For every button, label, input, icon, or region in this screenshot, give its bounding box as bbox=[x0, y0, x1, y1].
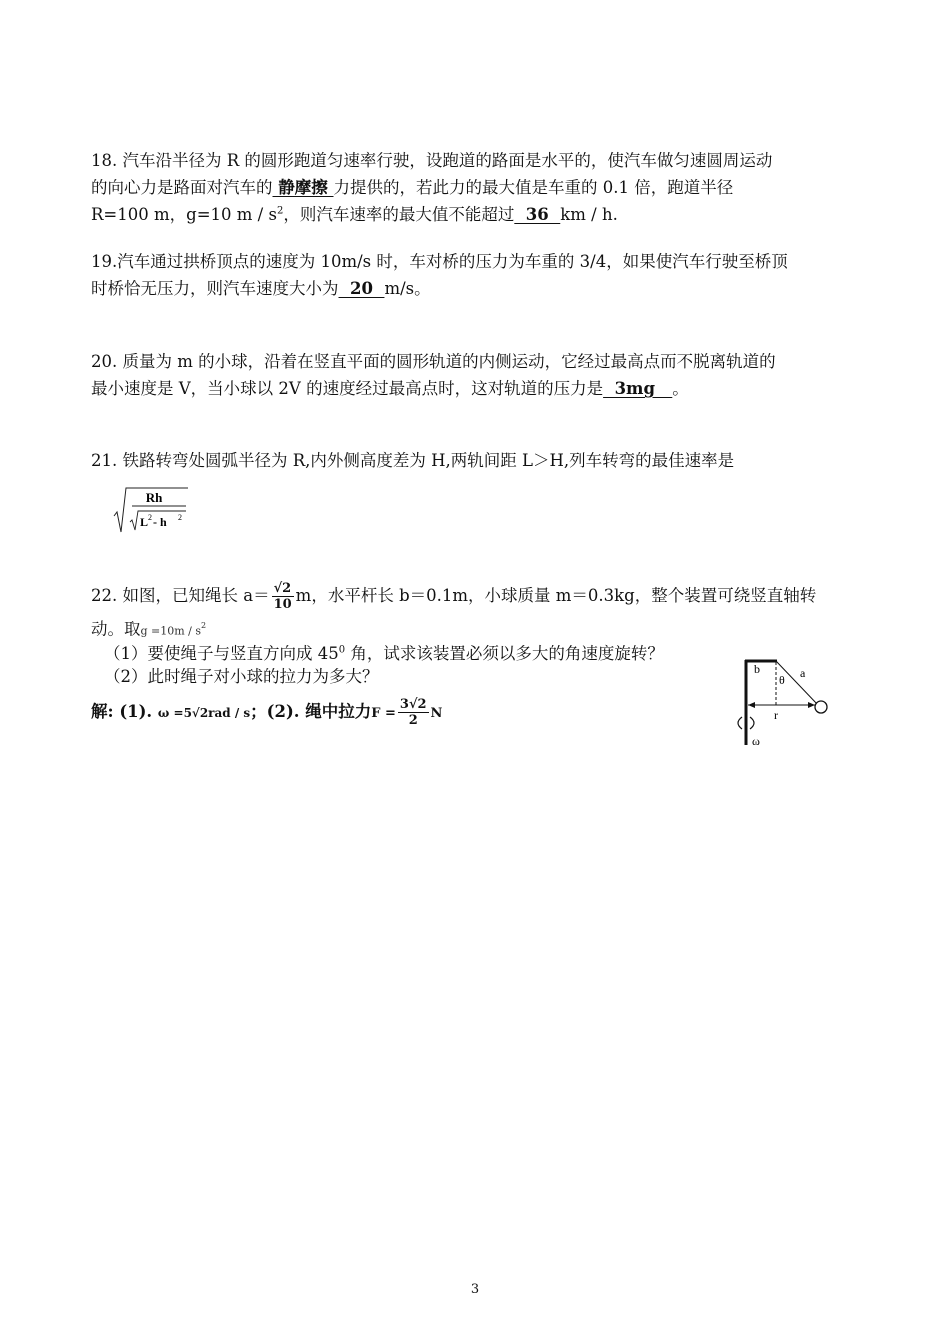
q22-fraction bbox=[272, 581, 294, 612]
question-18 bbox=[91, 147, 861, 228]
force-unit: N bbox=[430, 706, 443, 721]
question-21 bbox=[91, 447, 861, 474]
q18-line3 bbox=[91, 201, 861, 228]
rotating-pendulum-diagram bbox=[730, 655, 840, 755]
q22-sub-question-1 bbox=[104, 643, 664, 665]
q19-line1: 19.汽车通过拱桥顶点的速度为 10m/s 时，车对桥的压力为车重的 3/4，如果使汽车行驶至桥顶 bbox=[91, 252, 788, 271]
label-omega: ω bbox=[752, 734, 760, 748]
q22-sub-text: （1）要使绳子与竖直方向成 45 bbox=[104, 644, 339, 663]
formula-den-sup2: 2 bbox=[178, 513, 182, 522]
q22-line2 bbox=[91, 614, 861, 644]
radius-arrow-left bbox=[748, 702, 755, 708]
q18-text: km / h. bbox=[560, 205, 618, 224]
question-19 bbox=[91, 248, 861, 302]
label-b: b bbox=[754, 662, 760, 676]
formula-denominator-h: - h bbox=[153, 515, 167, 529]
q18-superscript: 2 bbox=[276, 205, 284, 217]
q19-line2 bbox=[91, 275, 861, 302]
q20-line1: 20. 质量为 m 的小球，沿着在竖直平面的圆形轨道的内侧运动，它经过最高点而不脱离轨道的 bbox=[91, 352, 776, 371]
q18-answer-2: 36 bbox=[514, 205, 561, 224]
page-number: 3 bbox=[470, 1282, 480, 1297]
formula-den-sup: 2 bbox=[148, 513, 152, 522]
g-sup: 2 bbox=[201, 621, 207, 630]
q18-text: 的向心力是路面对汽车的 bbox=[91, 178, 273, 197]
q22-text: m，水平杆长 b＝0.1m，小球质量 m＝0.3kg，整个装置可绕竖直轴转 bbox=[295, 586, 817, 605]
q19-answer: 20 bbox=[338, 279, 385, 298]
solution-prefix: 解: (1). bbox=[91, 702, 158, 721]
ball bbox=[815, 701, 827, 713]
q20-answer: 3mg bbox=[603, 379, 673, 398]
force-denominator: 2 bbox=[408, 713, 418, 728]
q18-text: ，则汽车速率的最大值不能超过 bbox=[283, 205, 515, 224]
question-22 bbox=[91, 578, 861, 644]
q22-sub-sup: 0 bbox=[338, 644, 346, 656]
force-numerator: 3√2 bbox=[399, 697, 427, 712]
q20-text: 最小速度是 V，当小球以 2V 的速度经过最高点时，这对轨道的压力是 bbox=[91, 379, 604, 398]
label-theta: θ bbox=[779, 673, 785, 687]
g-value: g =10m / s bbox=[140, 624, 202, 638]
q20-line2 bbox=[91, 375, 861, 402]
q18-text: 力提供的，若此力的最大值是车重的 0.1 倍，跑道半径 bbox=[333, 178, 734, 197]
q21-answer-formula bbox=[112, 484, 192, 534]
q19-text: 时桥恰无压力，则汽车速度大小为 bbox=[91, 279, 339, 298]
fraction-numerator: √2 bbox=[272, 581, 294, 597]
omega-formula: ω =5√2rad / s bbox=[157, 706, 251, 720]
rotation-arrow-left bbox=[738, 717, 742, 729]
force-fraction bbox=[398, 697, 429, 728]
question-20 bbox=[91, 348, 861, 402]
q18-line2 bbox=[91, 174, 861, 201]
q18-line1: 18. 汽车沿半径为 R 的圆形跑道匀速率行驶，设跑道的路面是水平的，使汽车做匀速圆周运动 bbox=[91, 151, 773, 170]
q22-sub-question-2: （2）此时绳子对小球的拉力为多大？ bbox=[104, 667, 379, 686]
rotation-arrow-right bbox=[750, 717, 754, 729]
q18-text: R=100 m，g=10 m / s bbox=[91, 205, 277, 224]
q21-line1: 21. 铁路转弯处圆弧半径为 R,内外侧高度差为 H,两轨间距 L＞H,列车转弯的最佳速率是 bbox=[91, 451, 735, 470]
q22-sub-text: 角，试求该装置必须以多大的角速度旋转？ bbox=[345, 644, 664, 663]
q20-text: 。 bbox=[672, 379, 689, 398]
q22-line1 bbox=[91, 578, 861, 614]
q22-text: 动。取 bbox=[91, 619, 141, 639]
radius-arrow-right bbox=[808, 702, 815, 708]
force-lhs: F = bbox=[371, 706, 396, 721]
solution-mid: ；(2). 绳中拉力 bbox=[250, 702, 372, 721]
q19-text: m/s。 bbox=[384, 279, 431, 298]
q18-answer-1: 静摩擦 bbox=[272, 178, 334, 197]
q22-text: 22. 如图，已知绳长 a＝ bbox=[91, 586, 270, 605]
formula-numerator: Rh bbox=[145, 490, 163, 505]
formula-denominator-l: L bbox=[140, 515, 149, 529]
label-r: r bbox=[774, 708, 778, 722]
label-a: a bbox=[800, 666, 806, 680]
fraction-denominator: 10 bbox=[273, 597, 292, 612]
